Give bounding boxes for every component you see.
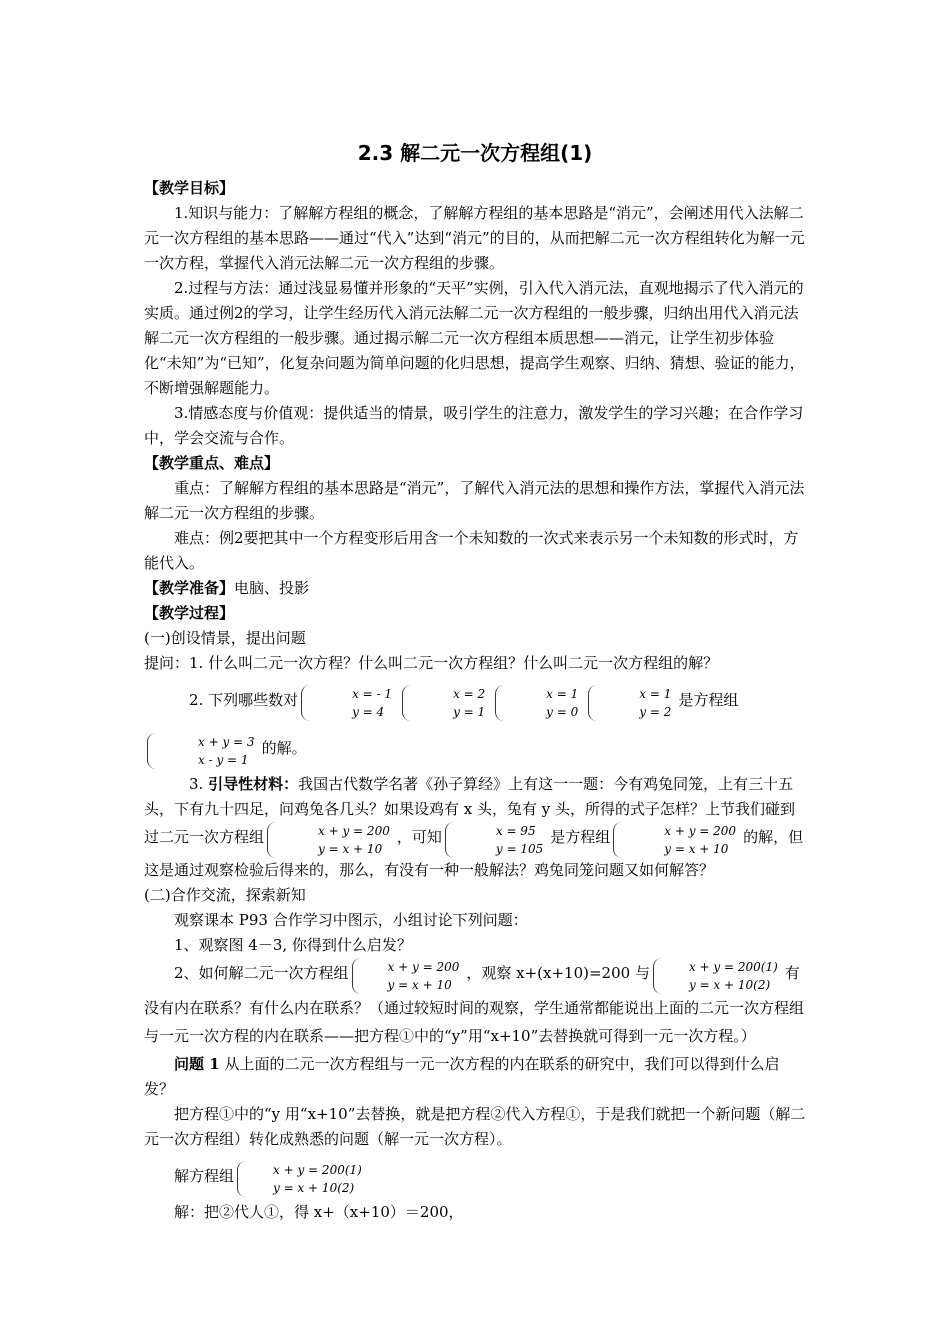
q2-suffix: 的解。	[261, 739, 307, 757]
section-1-heading: (一)创设情景，提出问题	[144, 629, 306, 647]
question-1: 提问：1. 什么叫二元一次方程？什么叫二元一次方程组？什么叫二元一次方程组的解？	[144, 654, 719, 672]
equation-system-chicken-2: x + y = 200 y = x + 10	[613, 822, 740, 858]
goals-header: 【教学目标】	[144, 179, 235, 197]
q3-bold: 引导性材料：	[208, 775, 299, 793]
q2-mid: 是方程组	[678, 691, 739, 709]
prep-line	[144, 576, 808, 601]
explain-text: 把方程①中的“y 用“x+10”去替换，就是把方程②代入方程①，于是我们就把一个新问题（解二元一次方程组）转化成熟悉的问题（解一元一次方程）。	[144, 1105, 806, 1148]
q3-text: 我国古代数学名著《孙子算经》上有这一一题：今有鸡兔同笼，上有三十五头，下有九十四足，问鸡兔各几头？如果设鸡有 x 头，兔有 y 头，所得的式子怎样？上节我们碰到过二元一次方程组	[144, 775, 796, 846]
question-3	[144, 772, 808, 883]
section-2-heading: (二)合作交流，探索新知	[144, 886, 306, 904]
number-pair-4: x = 1 y = 2	[588, 685, 675, 721]
goal-attitude: 3.情感态度与价值观：提供适当的情景，吸引学生的注意力，激发学生的学习兴趣；在合作学习中，学会交流与合作。	[144, 404, 804, 447]
q3-label: 3.	[189, 775, 209, 793]
number-pair-2: x = 2 y = 1	[402, 685, 489, 721]
q3-end: 但这是通过观察检验后得来的，那么，有没有一种一般解法？鸡兔同笼问题又如何解答？	[144, 828, 804, 879]
q2-prefix: 2. 下列哪些数对	[189, 691, 299, 709]
item2-b: ，观察 x+(x+10)=200 与	[466, 964, 650, 982]
item-1: 1、观察图 4－3, 你得到什么启发？	[174, 936, 412, 954]
equation-system-q2: x + y = 3 x - y = 1	[147, 733, 259, 769]
issue-label: 问题 1	[174, 1055, 220, 1073]
equation-system-a: x + y = 200 y = x + 10	[352, 958, 464, 994]
solve-label: 解方程组	[174, 1167, 235, 1185]
solution-step: 解：把②代人①，得 x+（x+10）＝200，	[174, 1203, 464, 1221]
solution-pair: x = 95 y = 105	[445, 822, 547, 858]
number-pair-3: x = 1 y = 0	[495, 685, 582, 721]
process-header: 【教学过程】	[144, 604, 235, 622]
difficulty: 难点：例2要把其中一个方程变形后用含一个未知数的一次式来表示另一个未知数的形式时，方能代入。	[144, 529, 799, 572]
number-pair-1: x = - 1 y = 4	[301, 685, 396, 721]
q3-known: ，可知	[396, 828, 442, 846]
item2-a: 2、如何解二元一次方程组	[174, 964, 349, 982]
equation-system-chicken: x + y = 200 y = x + 10	[267, 822, 394, 858]
goal-knowledge: 1.知识与能力：了解解方程组的概念，了解解方程组的基本思路是“消元”，会阐述用代入法解二元一次方程组的基本思路——通过“代入”达到“消元”的目的，从而把解二元一次方程组转化为解一元一次方程，掌握代入消元法解二元一次方程组的步骤。	[144, 204, 805, 272]
equation-system-solve: x + y = 200(1) y = x + 10(2)	[237, 1161, 366, 1197]
solve-line	[144, 1152, 808, 1200]
page-title: 2.3 解二元一次方程组(1)	[357, 141, 593, 165]
issue-text: 从上面的二元一次方程组与一元一次方程的内在联系的研究中，我们可以得到什么启发？	[144, 1055, 780, 1098]
item2-c: 有没有内在联系？有什么内在联系？（通过较短时间的观察，学生通常都能说出上面的二元一次方程组与一元一次方程的内在联系——把方程①中的“y”用“x+10”去替换就可得到一元一次方程。）	[144, 964, 805, 1045]
question-2	[144, 676, 808, 772]
key-header: 【教学重点、难点】	[144, 454, 280, 472]
q3-after: 的解，	[743, 828, 789, 846]
goal-process: 2.过程与方法：通过浅显易懂并形象的“天平”实例，引入代入消元法，直观地揭示了代入消元的实质。通过例2的学习，让学生经历代入消元法解二元一次方程组的一般步骤，归纳出用代入消元法解二元一次方程组的一般步骤。通过揭示解二元一次方程组本质思想——消元，让学生初步体验化“未知”为“已知”，化复杂问题为简单问题的化归思想，提高学生观察、归纳、猜想、验证的能力，不断增强解题能力。	[144, 279, 805, 397]
equation-system-b: x + y = 200(1) y = x + 10(2)	[653, 958, 782, 994]
prep-text: 电脑、投影	[234, 579, 310, 597]
observe-text: 观察课本 P93 合作学习中图示，小组讨论下列问题：	[174, 911, 528, 929]
q3-is: 是方程组	[550, 828, 611, 846]
key-point: 重点：了解解方程组的基本思路是“消元”，了解代入消元法的思想和操作方法，掌握代入消元法解二元一次方程组的步骤。	[144, 479, 805, 522]
item-2	[144, 958, 808, 1050]
issue-1	[144, 1052, 808, 1102]
lesson-content	[144, 176, 808, 1225]
prep-header: 【教学准备】	[144, 579, 235, 597]
